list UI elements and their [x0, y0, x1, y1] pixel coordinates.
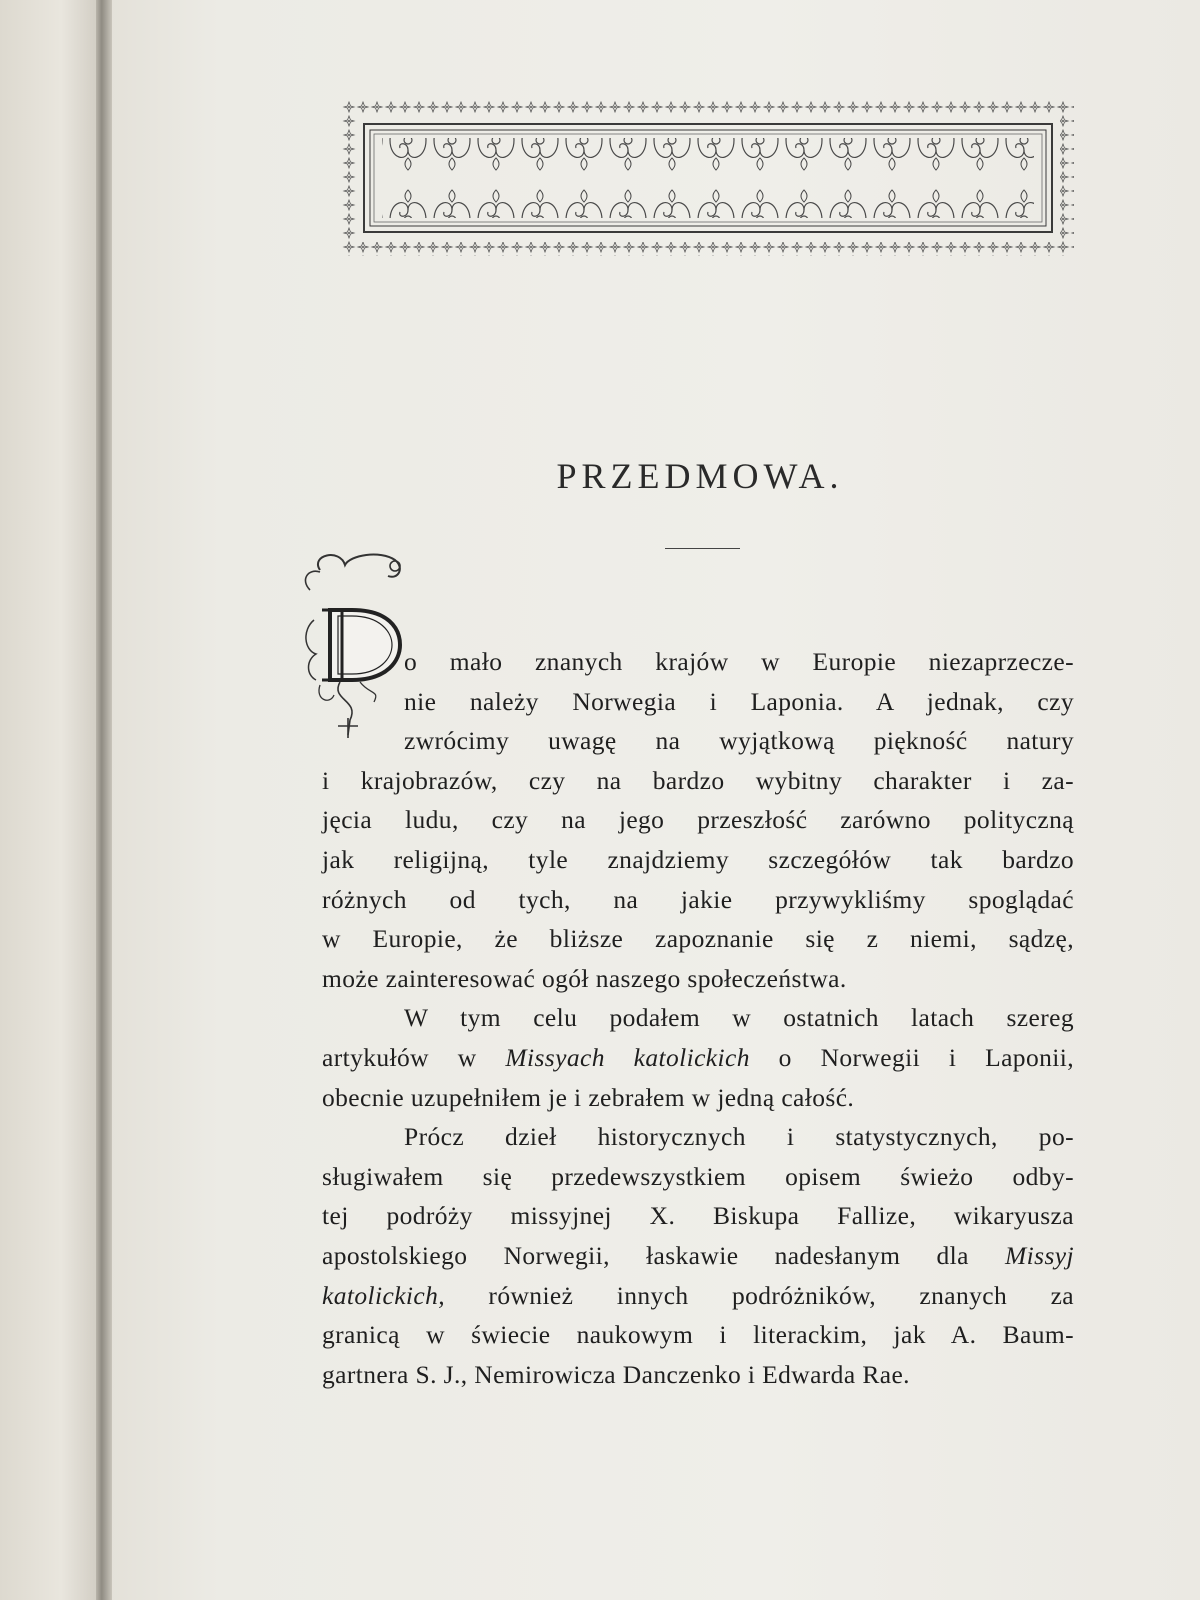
- italic-text: Missyj: [1005, 1240, 1074, 1270]
- text-line: [322, 721, 1074, 761]
- text-segment: tej podróży missyjnej X. Biskupa Fallize, wikaryusza: [322, 1201, 1074, 1231]
- text-line: [322, 761, 1074, 801]
- text-line: [322, 1038, 1074, 1078]
- text-line: [322, 1196, 1074, 1236]
- title-rule: [665, 548, 740, 549]
- text-segment: o mało znanych krajów w Europie niezaprzecze-: [404, 647, 1074, 676]
- text-segment: obecnie uzupełniłem je i zebrałem w jedną całość.: [322, 1082, 855, 1112]
- text-line: [322, 959, 1074, 999]
- text-line: [322, 682, 1074, 722]
- text-line: [322, 642, 1074, 682]
- text-line: [322, 998, 1074, 1038]
- left-page-edge: [0, 0, 102, 1600]
- text-segment: i krajobrazów, czy na bardzo wybitny charakter i za-: [322, 765, 1074, 795]
- text-line: [322, 1236, 1074, 1276]
- text-segment: Prócz dzieł historycznych i statystycznych, po-: [404, 1122, 1074, 1152]
- text-line: [322, 1276, 1074, 1316]
- text-segment: w Europie, że bliższe zapoznanie się z niemi, sądzę,: [322, 924, 1074, 954]
- text-line: [322, 1117, 1074, 1157]
- text-line: [322, 1315, 1074, 1355]
- text-segment: gartnera S. J., Nemirowicza Danczenko i Edwarda Rae.: [322, 1359, 910, 1389]
- text-segment: jak religijną, tyle znajdziemy szczegółów tak bardzo: [322, 844, 1074, 874]
- text-segment: zwrócimy uwagę na wyjątkową piękność natury: [404, 726, 1074, 756]
- text-segment: różnych od tych, na jakie przywykliśmy spoglądać: [322, 884, 1074, 914]
- text-segment: apostolskiego Norwegii, łaskawie nadesłanym dla: [322, 1240, 1006, 1270]
- text-line: [322, 840, 1074, 880]
- text-segment: artykułów w: [322, 1042, 506, 1072]
- text-segment: może zainteresować ogół naszego społeczeństwa.: [322, 963, 847, 993]
- text-line: [322, 880, 1074, 920]
- italic-text: Missyach katolickich: [505, 1042, 750, 1072]
- text-line: [322, 1157, 1074, 1197]
- text-segment: również innych podróżników, znanych za: [445, 1280, 1074, 1310]
- text-segment: sługiwałem się przedewszystkiem opisem świeżo odby-: [322, 1161, 1074, 1191]
- preface-text: [322, 642, 1074, 1394]
- italic-text: katolickich,: [322, 1280, 446, 1310]
- text-line: [322, 800, 1074, 840]
- text-line: [322, 919, 1074, 959]
- text-segment: nie należy Norwegia i Laponia. A jednak, czy: [404, 686, 1074, 716]
- text-segment: o Norwegii i Laponii,: [749, 1042, 1074, 1072]
- book-gutter: [96, 0, 112, 1600]
- page-title: PRZEDMOWA.: [556, 456, 844, 496]
- text-segment: W tym celu podałem w ostatnich latach szereg: [404, 1003, 1074, 1033]
- text-line: [322, 1355, 1074, 1395]
- text-line: [322, 1078, 1074, 1118]
- text-segment: granicą w świecie naukowym i literackim, jak A. Baum-: [322, 1320, 1074, 1350]
- text-segment: jęcia ludu, czy na jego przeszłość zarówno polityczną: [322, 805, 1074, 835]
- decorative-header-ornament: [342, 100, 1074, 256]
